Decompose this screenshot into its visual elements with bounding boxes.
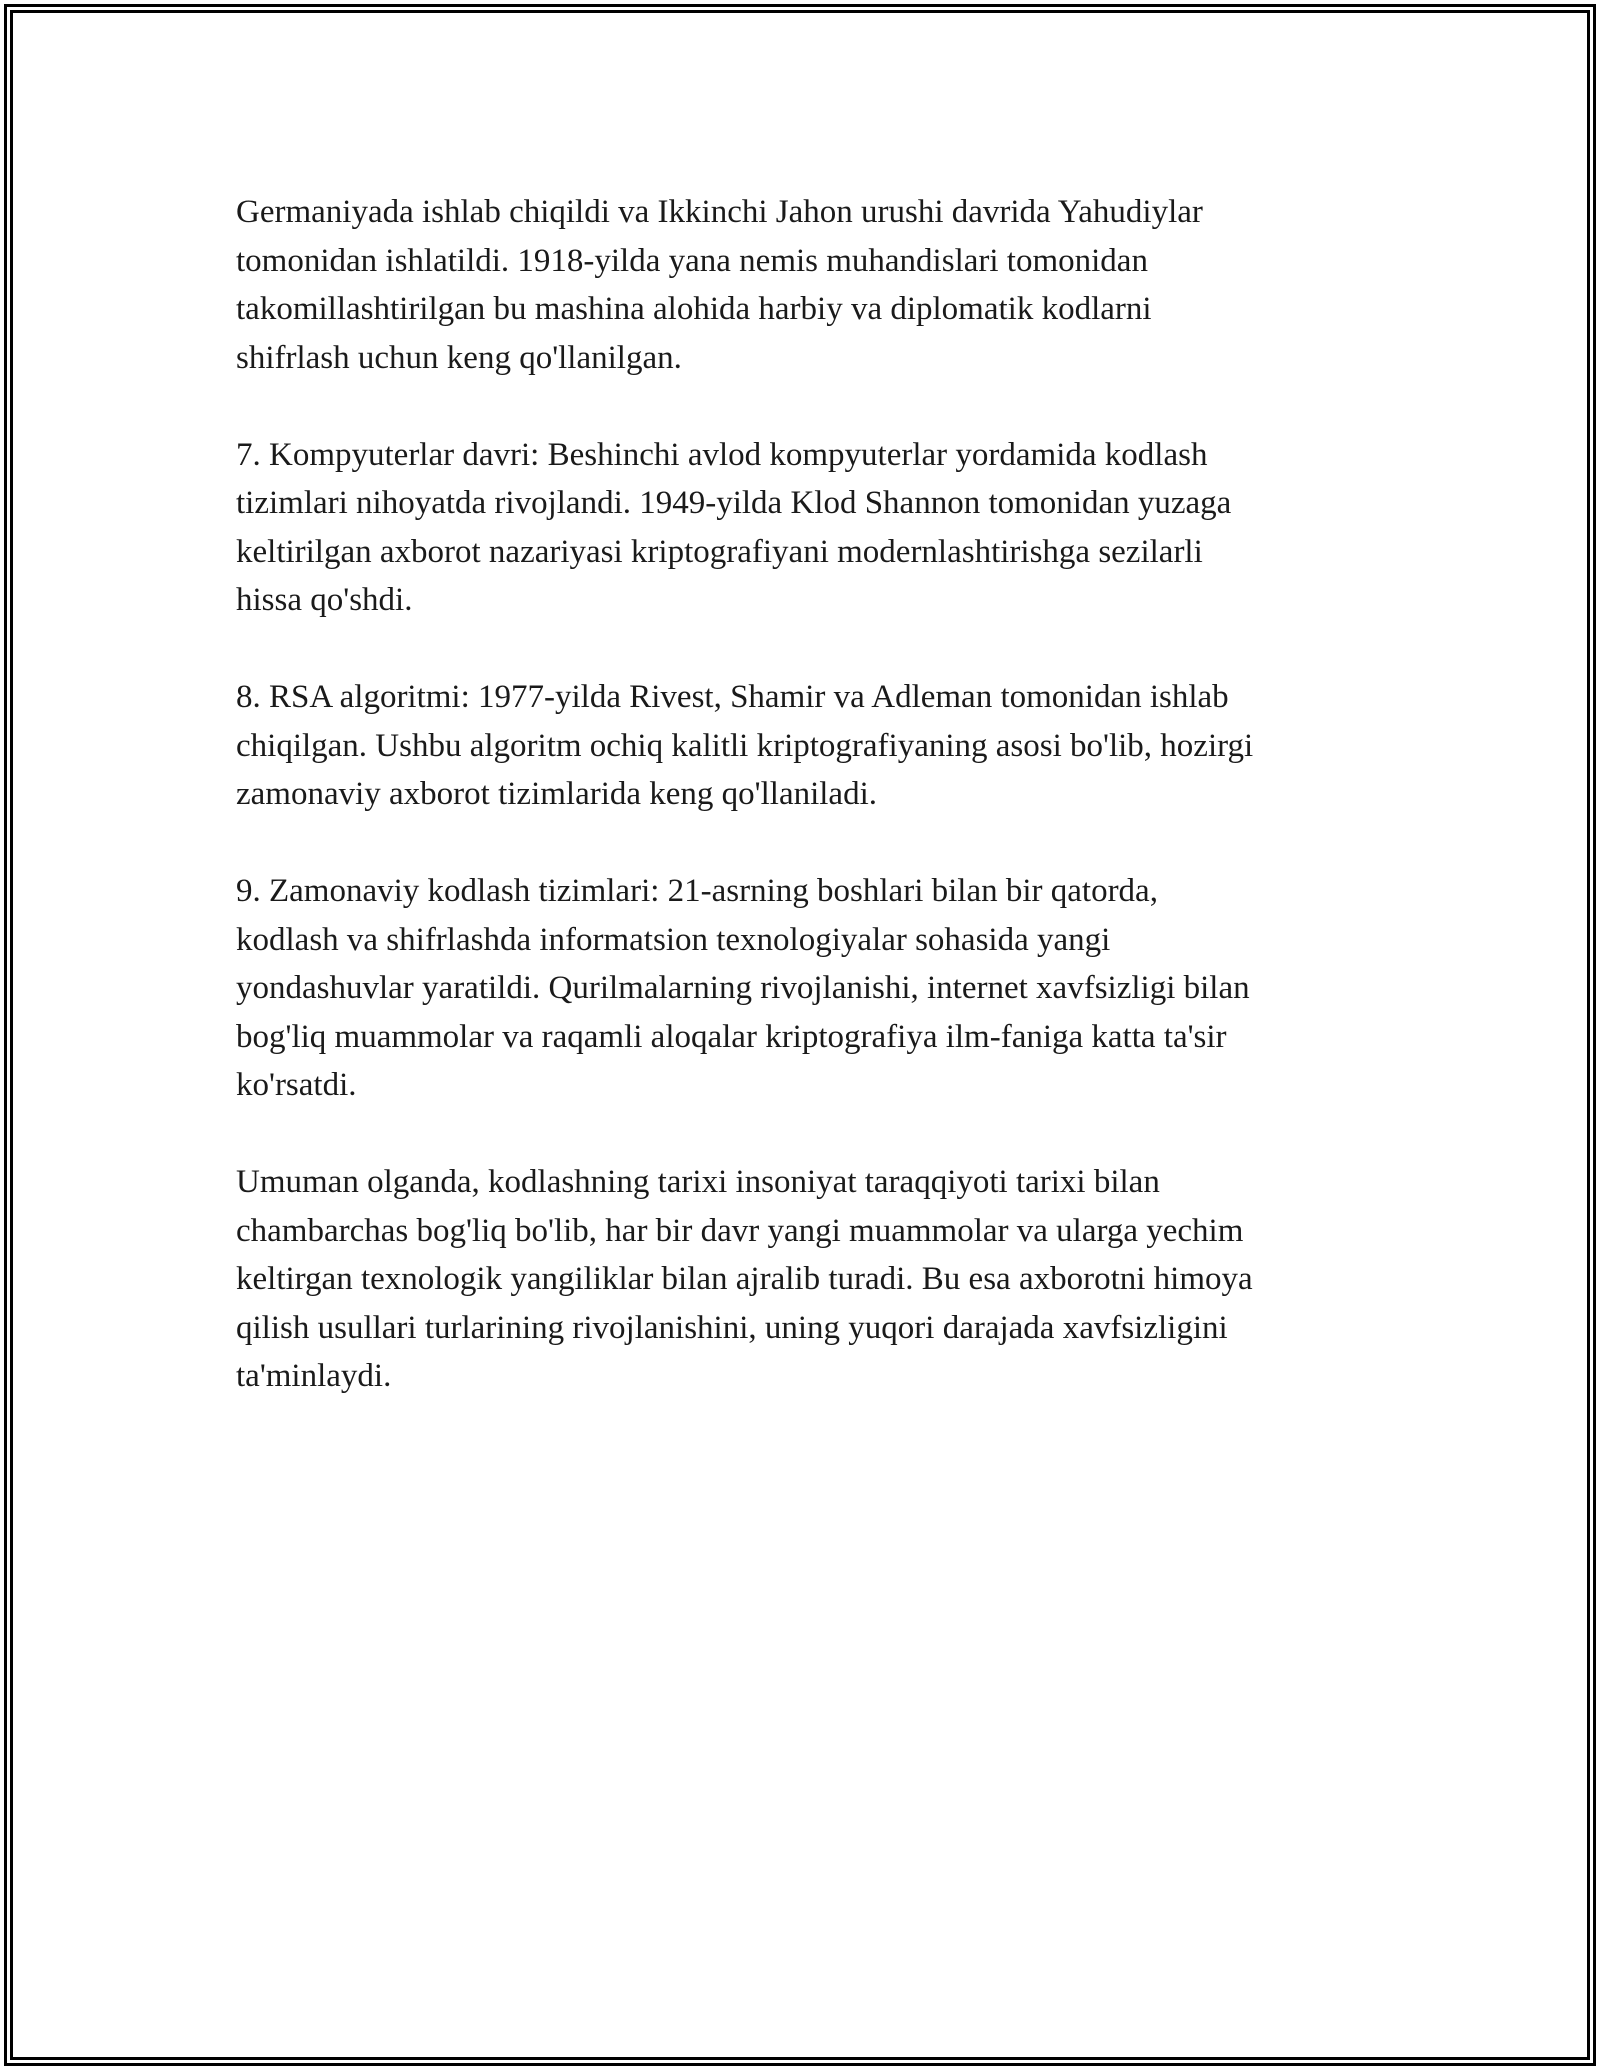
paragraph-computer-era: 7. Kompyuterlar davri: Beshinchi avlod kompyuterlar yordamida kodlash tizimlari nihoyatda rivojlandi. 1949-yilda Klod Shannon tomonidan yuzaga keltirilgan axborot nazariyasi kriptografiyani modernlashtirishga sezilarli hissa qo'shdi. <box>236 436 1232 618</box>
paragraph-modern-coding-systems: 9. Zamonaviy kodlash tizimlari: 21-asrning boshlari bilan bir qatorda, kodlash va shifrlashda informatsion texnologiyalar sohasida yangi yondashuvlar yaratildi. Qurilmalarning rivojlanishi, internet xavfsizligi bilan bog'liq muammolar va raqamli aloqalar kriptografiya ilm-faniga katta ta'sir ko'rsatdi. <box>236 873 1250 1103</box>
paragraph-rsa-algorithm: 8. RSA algoritmi: 1977-yilda Rivest, Shamir va Adleman tomonidan ishlab chiqilgan. Ushbu algoritm ochiq kalitli kriptografiyaning asosi bo'lib, hozirgi zamonaviy axborot tizimlarida keng qo'llaniladi. <box>236 679 1254 812</box>
paragraph-conclusion: Umuman olganda, kodlashning tarixi insoniyat taraqqiyoti tarixi bilan chambarchas bog'liq bo'lib, har bir davr yangi muammolar va ularga yechim keltirgan texnologik yangiliklar bilan ajralib turadi. Bu esa axborotni himoya qilish usullari turlarining rivojlanishini, uning yuqori darajada xavfsizligini ta'minlaydi. <box>236 1164 1253 1394</box>
paragraph-enigma-continuation: Germaniyada ishlab chiqildi va Ikkinchi Jahon urushi davrida Yahudiylar tomonidan ishlatildi. 1918-yilda yana nemis muhandislari tomonidan takomillashtirilgan bu mashina alohida harbiy va diplomatik kodlarni shifrlash uchun keng qo'llanilgan. <box>236 194 1203 376</box>
document-body <box>236 188 1376 1449</box>
